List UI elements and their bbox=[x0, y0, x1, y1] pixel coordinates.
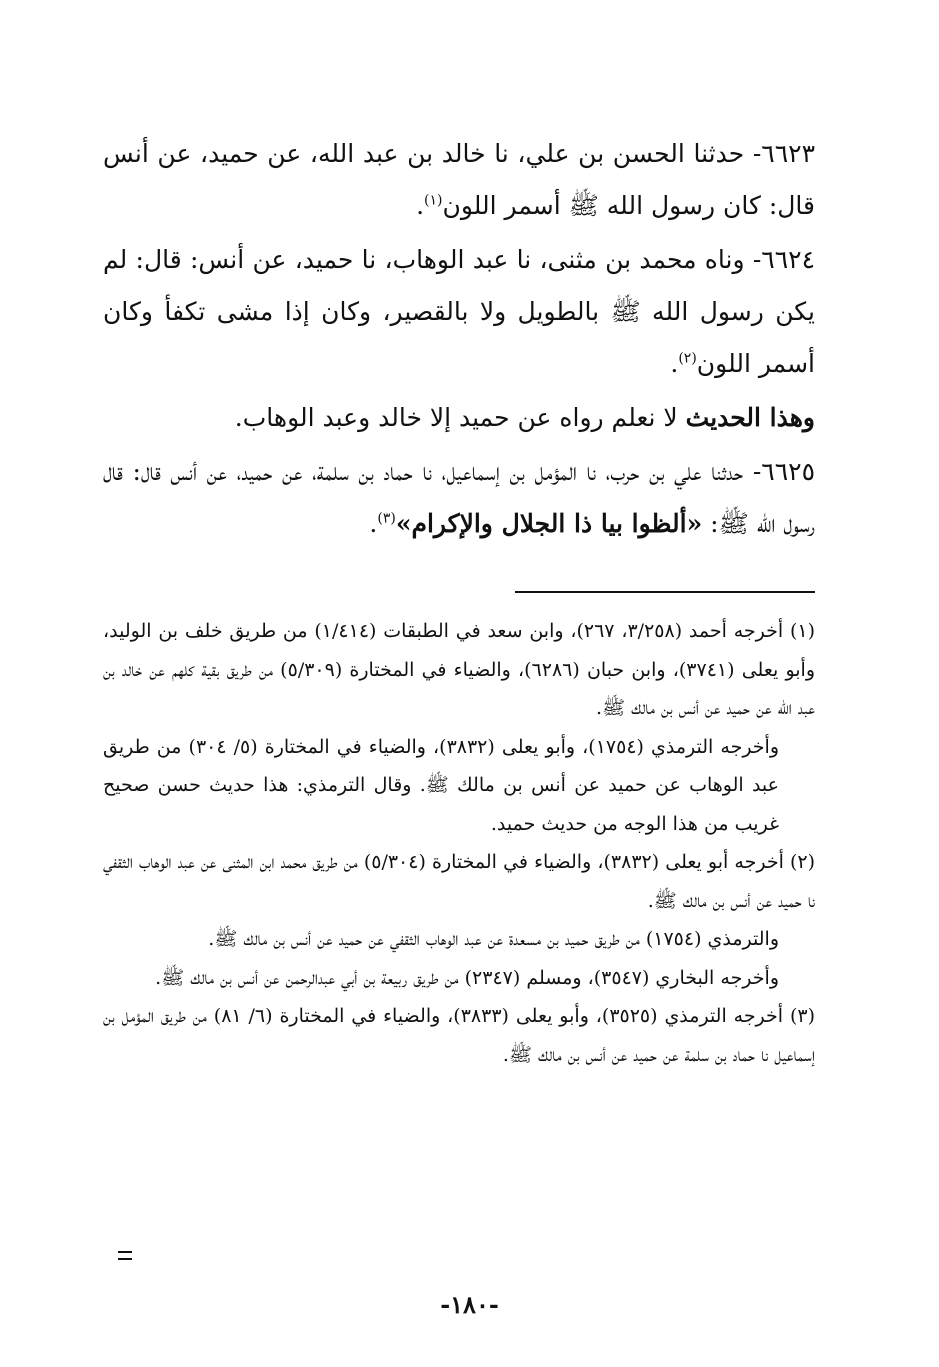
hadith-6625 bbox=[103, 446, 815, 550]
commentary-lead: وهذا الحديث bbox=[685, 403, 815, 432]
page-number: -١٨٠- bbox=[440, 1290, 499, 1319]
hadith-6625-quote: «ألظوا بيا ذا الجلال والإكرام» bbox=[395, 509, 703, 538]
footnote-ref-2: (٢) bbox=[678, 350, 697, 367]
continuation-mark bbox=[118, 1251, 132, 1260]
footnote-separator bbox=[515, 591, 815, 593]
hadith-6625-text: ٦٦٢٥- حدثنا علي بن حرب، نا المؤمل بن إسماعيل، نا حماد بن سلمة، عن حميد، عن أنس قال: قال رسول الله ﷺ: bbox=[103, 457, 815, 538]
footnote-2-continued-b: وأخرجه البخاري (٣٥٤٧)، ومسلم (٢٣٤٧) من طريق ربيعة بن أبي عبدالرحمن عن أنس بن مالك ﷺ. bbox=[155, 966, 779, 989]
commentary bbox=[103, 392, 815, 444]
footnote-2-continued-a: والترمذي (١٧٥٤) من طريق حميد بن مسعدة عن عبد الوهاب الثقفي عن حميد عن أنس بن مالك ﷺ. bbox=[208, 928, 779, 950]
footnote-2: (٢) أخرجه أبو يعلى (٣٨٣٢)، والضياء في المختارة (٥/٣٠٤) من طريق محمد ابن المثنى عن عبد الوهاب الثقفي نا حميد عن أنس بن مالك ﷺ. bbox=[103, 851, 815, 912]
hadith-6624-end: . bbox=[670, 349, 679, 378]
hadith-6623-end: . bbox=[416, 191, 425, 220]
main-text bbox=[103, 128, 815, 552]
footnote-ref-3: (٣) bbox=[377, 510, 396, 527]
hadith-6623-text: ٦٦٢٣- حدثنا الحسن بن علي، نا خالد بن عبد الله، عن حميد، عن أنس قال: كان رسول الله ﷺ أسمر اللون bbox=[103, 139, 815, 220]
footnotes bbox=[103, 612, 815, 1074]
footnote-3: (٣) أخرجه الترمذي (٣٥٢٥)، وأبو يعلى (٣٨٣٣)، والضياء في المختارة (٦/ ٨١) من طريق المؤمل بن إسماعيل نا حماد بن سلمة عن حميد عن أنس بن مالك ﷺ. bbox=[103, 1005, 816, 1066]
hadith-6623 bbox=[103, 128, 815, 232]
footnote-ref-1: (١) bbox=[424, 192, 443, 209]
footnote-1-continued: وأخرجه الترمذي (١٧٥٤)، وأبو يعلى (٣٨٣٢)، والضياء في المختارة (٥/ ٣٠٤) من طريق عبد الوهاب عن حميد عن أنس بن مالك ﷺ. وقال الترمذي: هذا حديث حسن صحيح غريب من هذا الوجه من حديث حميد. bbox=[103, 735, 780, 835]
hadith-6624-text: ٦٦٢٤- وناه محمد بن مثنى، نا عبد الوهاب، نا حميد، عن أنس: قال: لم يكن رسول الله ﷺ بالطويل ولا بالقصير، وكان إذا مشى تكفأ وكان أسمر اللون bbox=[103, 245, 815, 378]
hadith-6625-end: . bbox=[369, 509, 378, 538]
commentary-text: لا نعلم رواه عن حميد إلا خالد وعبد الوهاب. bbox=[234, 403, 686, 432]
hadith-6624 bbox=[103, 234, 815, 390]
footnote-1: (١) أخرجه أحمد (٣/٢٥٨، ٢٦٧)، وابن سعد في الطبقات (١/٤١٤) من طريق خلف بن الوليد، وأبو يعلى (٣٧٤١)، وابن حبان (٦٢٨٦)، والضياء في المختارة (٥/٣٠٩) من طريق بقية كلهم عن خالد بن عبد الله عن حميد عن أنس بن مالك ﷺ. bbox=[103, 620, 816, 719]
